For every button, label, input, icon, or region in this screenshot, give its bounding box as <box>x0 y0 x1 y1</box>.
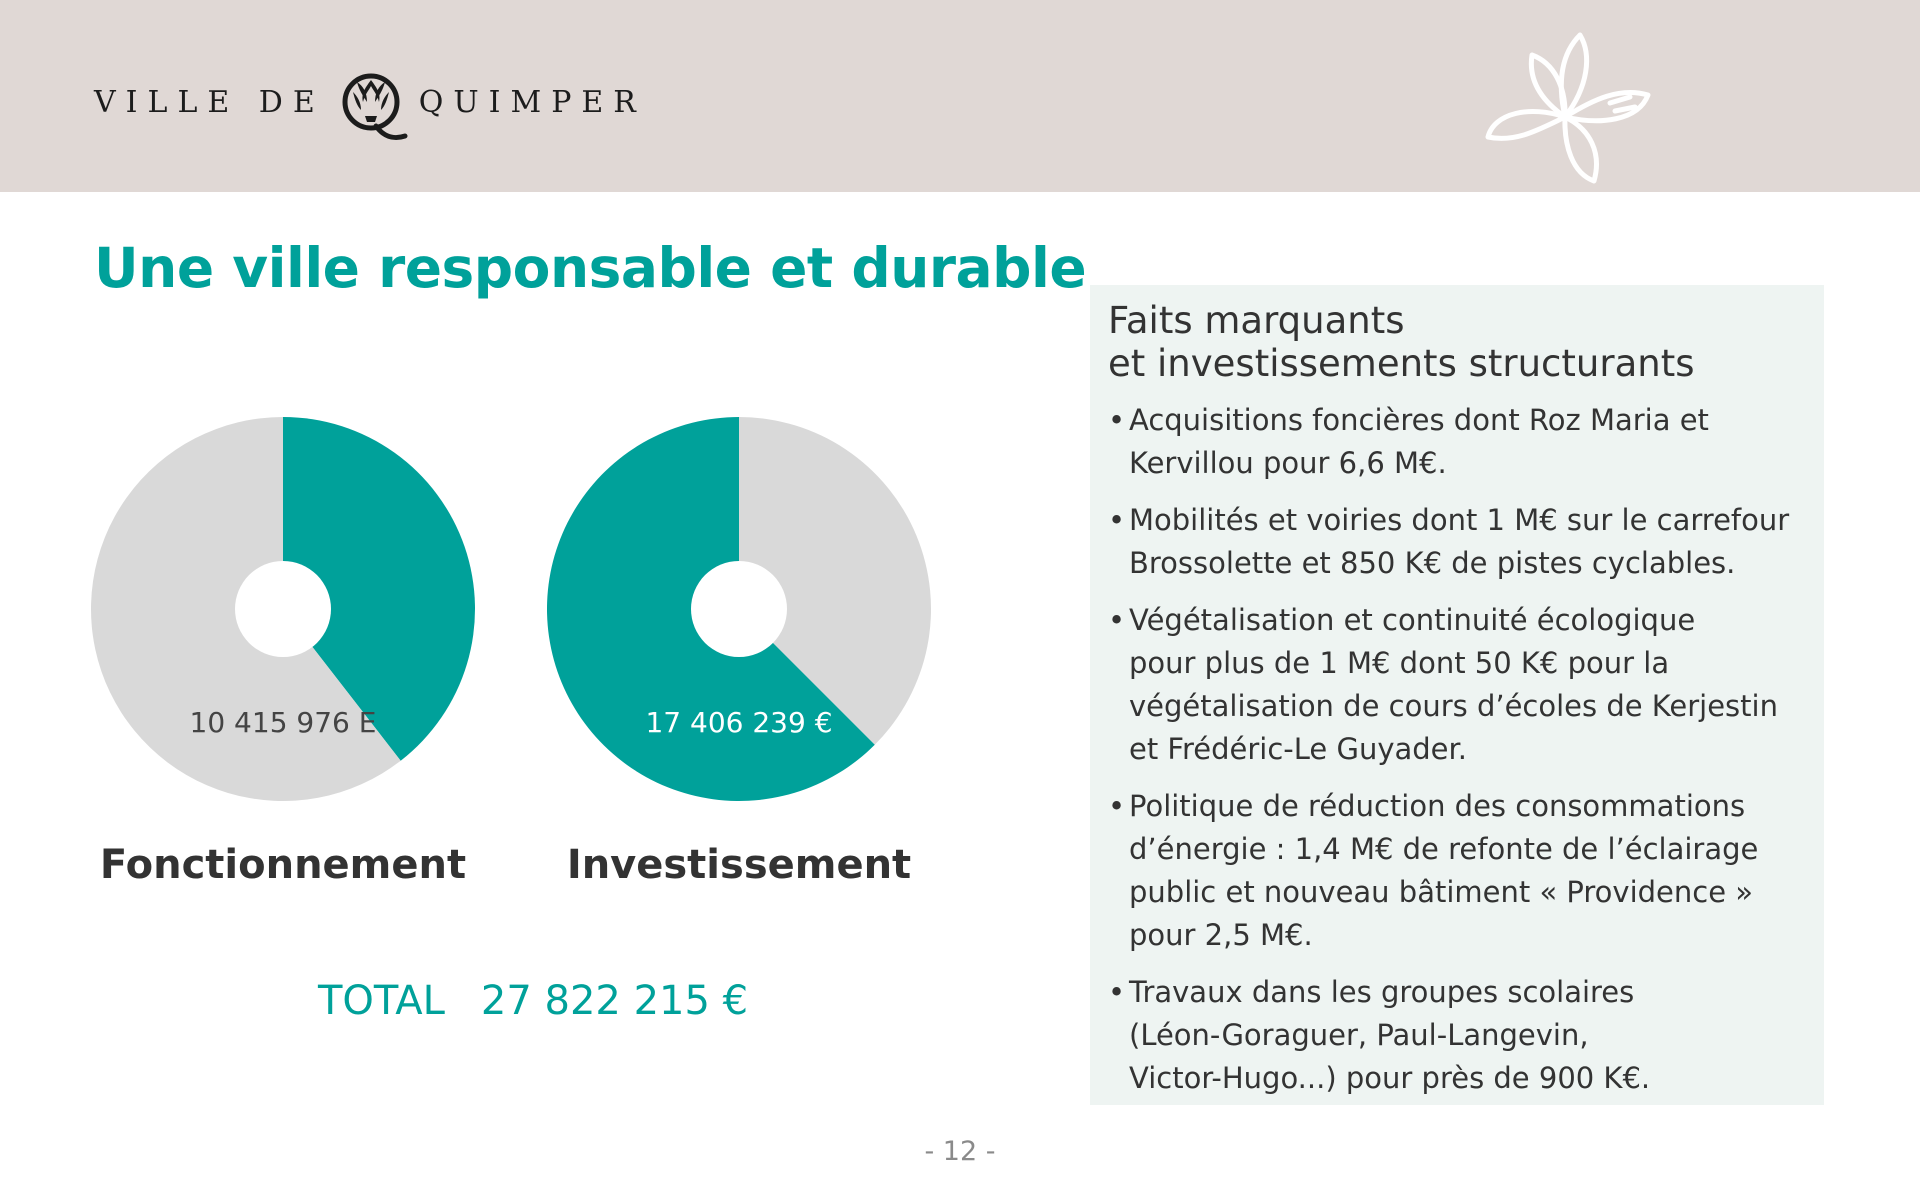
highlight-item-line: Victor-Hugo...) pour près de 900 K€. <box>1129 1061 1651 1095</box>
bullet-icon: • <box>1108 975 1126 1009</box>
highlight-item-line: Politique de réduction des consommations <box>1129 789 1746 823</box>
highlight-item-line: (Léon-Goraguer, Paul-Langevin, <box>1129 1018 1589 1052</box>
highlight-item-line: pour plus de 1 M€ dont 50 K€ pour la <box>1129 646 1670 680</box>
highlight-item <box>1108 599 1806 771</box>
flower-decoration-icon <box>1470 25 1660 195</box>
bullet-icon: • <box>1108 503 1126 537</box>
highlight-item-line: Mobilités et voiries dont 1 M€ sur le carrefour <box>1129 503 1790 537</box>
highlight-item-line: Acquisitions foncières dont Roz Maria et <box>1129 403 1709 437</box>
highlight-item-line: Kervillou pour 6,6 M€. <box>1129 446 1447 480</box>
panel-title-line2: et investissements structurants <box>1108 342 1695 385</box>
pie-charts <box>0 380 1000 820</box>
panel-title <box>1108 299 1806 385</box>
pie-value-label: 10 415 976 E <box>189 706 377 739</box>
highlight-item <box>1108 399 1806 485</box>
city-logo <box>94 60 646 144</box>
page-title: Une ville responsable et durable <box>94 236 1087 300</box>
pie-center-hole <box>691 561 787 657</box>
pie-caption-investissement: Investissement <box>566 842 912 888</box>
logo-text-left: VILLE DE <box>94 84 325 120</box>
highlights-list <box>1108 399 1806 1100</box>
bullet-icon: • <box>1108 789 1126 823</box>
bullet-icon: • <box>1108 403 1126 437</box>
pie-center-hole <box>235 561 331 657</box>
highlight-item <box>1108 785 1806 957</box>
highlight-item-line: public et nouveau bâtiment « Providence » <box>1129 875 1754 909</box>
highlight-item-line: Végétalisation et continuité écologique <box>1129 603 1696 637</box>
total-amount <box>318 978 748 1024</box>
page-number: - 12 - <box>924 1136 996 1167</box>
highlight-item-line: et Frédéric-Le Guyader. <box>1129 732 1467 766</box>
logo-text-right: QUIMPER <box>418 84 646 120</box>
page-header <box>0 0 1920 192</box>
highlight-item-line: pour 2,5 M€. <box>1129 918 1313 952</box>
highlight-item <box>1108 971 1806 1100</box>
bullet-icon: • <box>1108 603 1126 637</box>
highlight-item-line: d’énergie : 1,4 M€ de refonte de l’éclairage <box>1129 832 1759 866</box>
highlight-item-line: végétalisation de cours d’écoles de Kerjestin <box>1129 689 1778 723</box>
highlight-item-line: Brossolette et 850 K€ de pistes cyclables. <box>1129 546 1736 580</box>
total-label: TOTAL <box>318 978 445 1024</box>
pie-caption-fonctionnement: Fonctionnement <box>99 842 467 888</box>
quimper-emblem-icon <box>321 52 421 152</box>
total-value: 27 822 215 € <box>480 978 749 1024</box>
highlight-item <box>1108 499 1806 585</box>
highlight-item-line: Travaux dans les groupes scolaires <box>1129 975 1635 1009</box>
panel-title-line1: Faits marquants <box>1108 299 1405 342</box>
highlights-panel <box>1090 285 1824 1105</box>
pie-value-label: 17 406 239 € <box>645 706 833 739</box>
